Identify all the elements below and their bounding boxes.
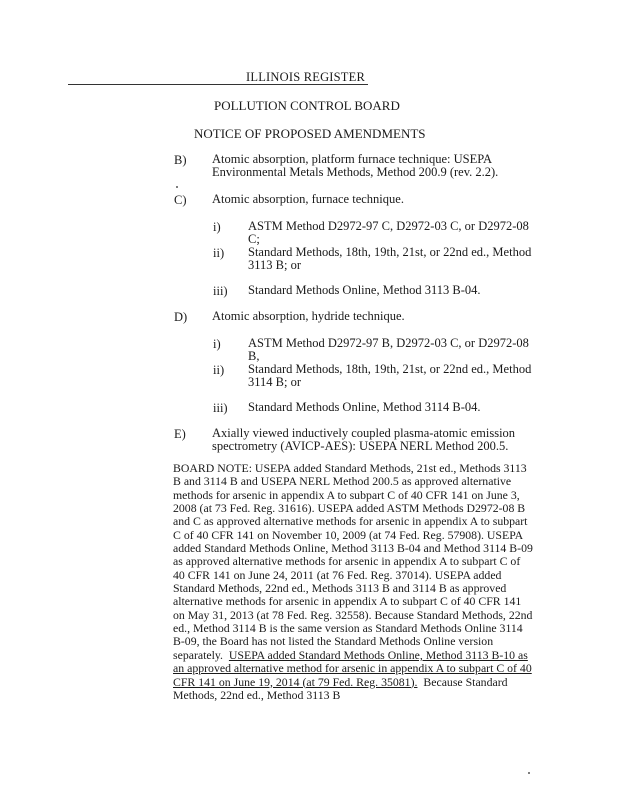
item-d-sub-3-label: iii) [213,401,228,415]
notice-title: NOTICE OF PROPOSED AMENDMENTS [194,126,426,141]
board-note-inserted-text: USEPA added Standard Methods Online, Method 3113 B-10 as an approved alternative method for arsenic in appendix A to subpart C of 40 CFR 141 on June 19, 2014 (at 79 Fed. Reg. 35081). [173,647,532,689]
item-d-label: D) [174,310,188,324]
item-c-sub-2-text: Standard Methods, 18th, 19th, 21st, or 22nd ed., Method 3113 B; or [248,245,532,272]
board-title: POLLUTION CONTROL BOARD [214,98,400,113]
register-title: ILLINOIS REGISTER [246,70,366,84]
item-c-sub-1-label: i) [213,220,221,234]
item-c-text: Atomic absorption, furnace technique. [212,192,404,206]
board-note-text: BOARD NOTE: USEPA added Standard Methods, 21st ed., Methods 3113 B and 3114 B and USEPA NERL Method 200.5 as approved alternative methods for arsenic in appendix A to subpart C of 40 CFR 141 on June 3, 2008 (at 73 Fed. Reg. 31616). USEPA added ASTM Methods D2972-08 B and C as approved alternative methods for arsenic in appendix A to subpart C of 40 CFR 141 on November 10, 2009 (at 74 Fed. Reg. 57908). USEPA added Standard Methods Online, Method 3113 B-04 and Method 3114 B-09 as approved alternative methods for arsenic in appendix A to subpart C of 40 CFR 141 on June 24, 2011 (at 76 Fed. Reg. 37014). USEPA added Standard Methods, 22nd ed., Methods 3113 B and 3114 B as approved alternative methods for arsenic in appendix A to subpart C of 40 CFR 141 on May 31, 2013 (at 78 Fed. Reg. 32558). Because Standard Methods, 22nd ed., Method 3114 B is the same version as Standard Methods Online 3114 B-09, the Board has not listed the Standard Methods Online version separately. [173,461,533,662]
item-d-sub-2-label: ii) [213,363,225,377]
stray-mark [528,772,530,774]
item-e-label: E) [174,427,186,441]
item-d-sub-1-label: i) [213,337,221,351]
item-e-text: Axially viewed inductively coupled plasma-atomic emission spectrometry (AVICP-AES): USEPA NERL Method 200.5. [212,426,516,453]
item-b-text: Atomic absorption, platform furnace technique: USEPA Environmental Metals Methods, Method 200.9 (rev. 2.2). [212,152,499,179]
item-c-sub-1-text: ASTM Method D2972-97 C, D2972-03 C, or D2972-08 C; [248,219,529,246]
item-d-text: Atomic absorption, hydride technique. [212,309,405,323]
item-d-sub-2-text: Standard Methods, 18th, 19th, 21st, or 22nd ed., Method 3114 B; or [248,362,532,389]
item-c-sub-2-label: ii) [213,246,225,260]
stray-mark [176,186,178,188]
board-note-tail: Because Standard Methods, 22nd ed., Method 3113 B [173,674,508,702]
item-d-sub-3-text: Standard Methods Online, Method 3114 B-04. [248,400,481,414]
board-note [173,462,533,702]
item-c-label: C) [174,193,187,207]
item-c-sub-3-text: Standard Methods Online, Method 3113 B-04. [248,283,481,297]
item-b-label: B) [174,153,187,167]
item-c-sub-3-label: iii) [213,284,228,298]
item-d-sub-1-text: ASTM Method D2972-97 B, D2972-03 C, or D2972-08 B, [248,336,529,363]
